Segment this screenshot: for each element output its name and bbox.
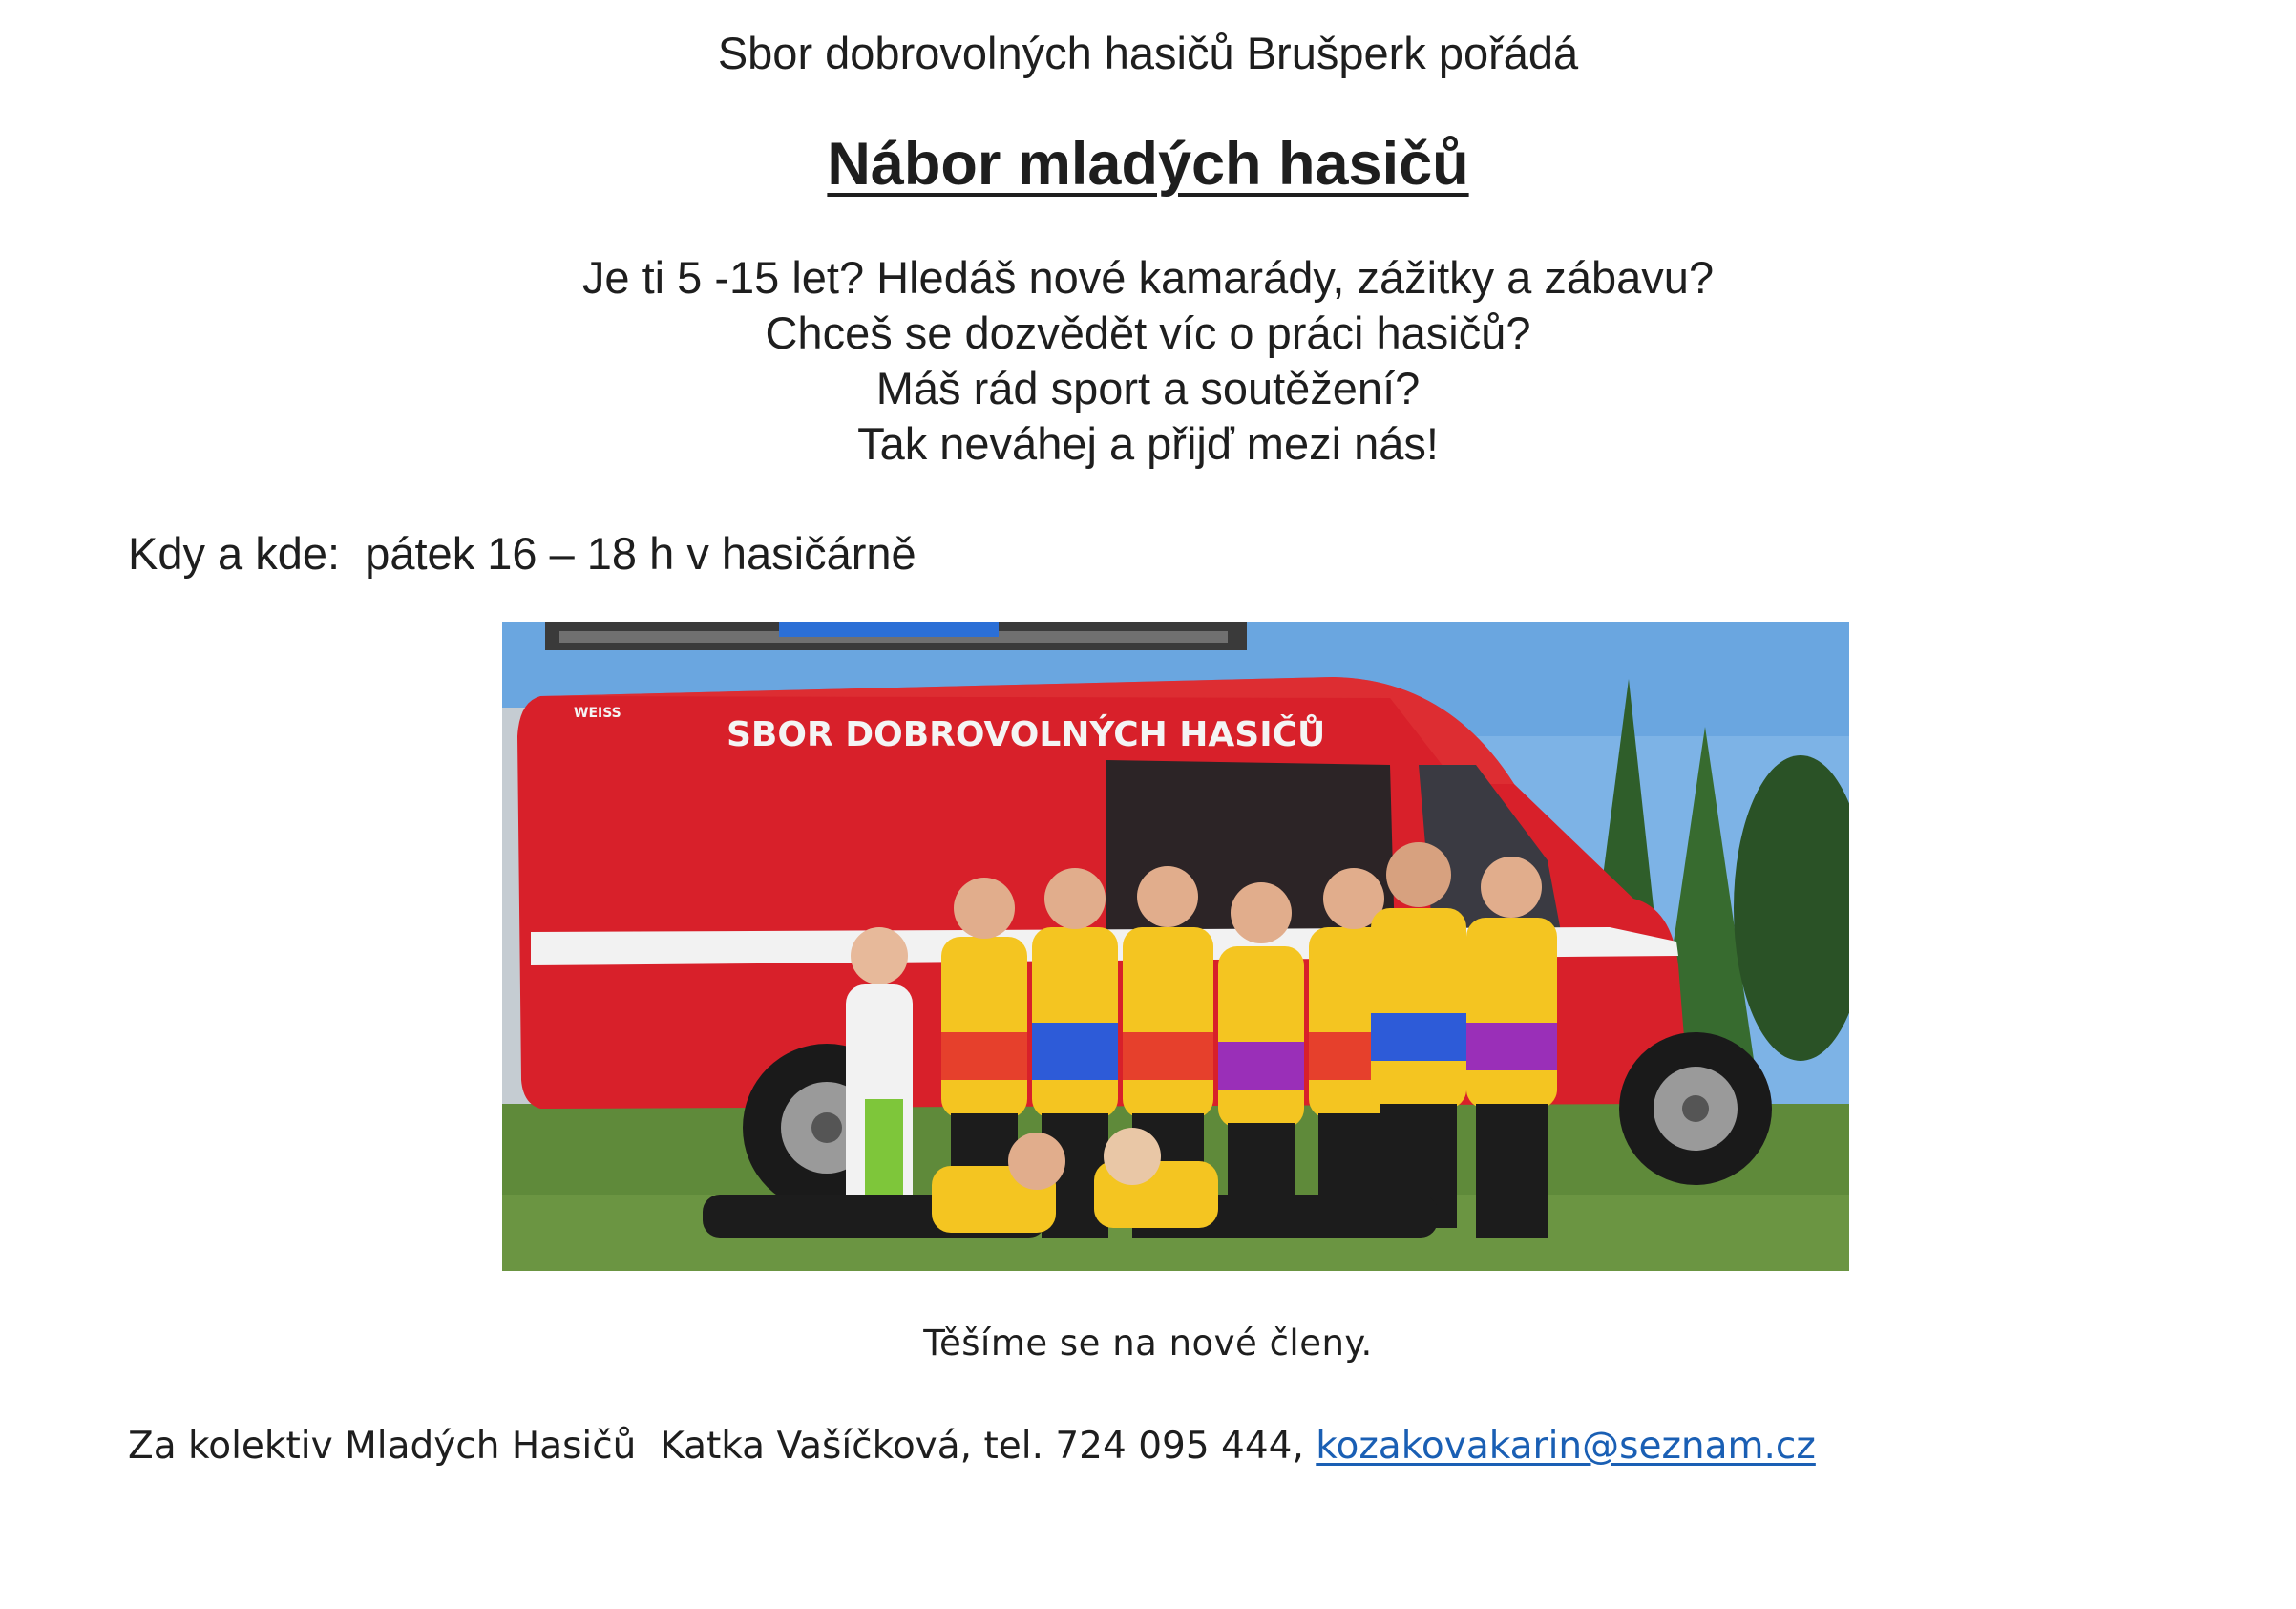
schedule-label: Kdy a kde: [128,528,341,579]
closing-line: Těšíme se na nové členy. [923,1323,1373,1364]
page-title-text: Nábor mladých hasičů [827,131,1469,198]
intro-text [0,250,2296,472]
fire-van-illustration [502,622,1849,1271]
group-photo [502,622,1849,1271]
schedule-value: pátek 16 – 18 h v hasičárně [365,528,916,579]
organizer-line: Sbor dobrovolných hasičů Brušperk pořádá [717,28,1579,78]
intro-line: Máš rád sport a soutěžení? [875,363,1421,413]
contact-line [128,1423,1816,1471]
van-lettering: SBOR DOBROVOLNÝCH HASIČŮ [727,715,1326,754]
van-brand: WEISS [574,706,621,721]
page-title [0,128,2296,201]
email-link[interactable]: kozakovakarin@seznam.cz [1316,1425,1816,1468]
intro-line: Je ti 5 -15 let? Hledáš nové kamarády, zážitky a zábavu? [581,252,1715,303]
intro-line: Tak neváhej a přijď mezi nás! [857,418,1439,469]
intro-line: Chceš se dozvědět víc o práci hasičů? [765,307,1531,358]
contact-text: Za kolektiv Mladých Hasičů Katka Vašíčková, tel. 724 095 444, [128,1425,1317,1468]
schedule-line [128,525,916,582]
